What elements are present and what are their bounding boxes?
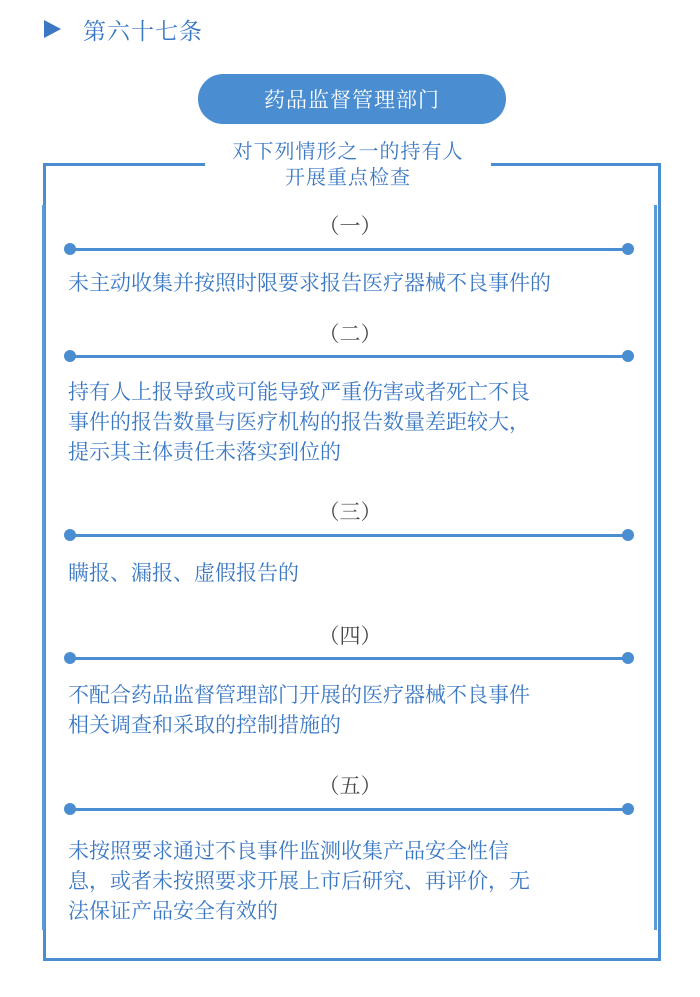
subtitle-line-1: 对下列情形之一的持有人 — [232, 139, 464, 163]
section-1-separator — [68, 243, 630, 255]
subtitle-line-2: 开展重点检查 — [285, 165, 411, 189]
section-1-number: （一） — [318, 214, 382, 238]
section-4-line-2: 相关调查和采取的控制措施的 — [68, 713, 341, 737]
inner-right-line — [654, 205, 657, 930]
section-4-text — [68, 680, 648, 740]
section-3-number: （三） — [318, 500, 382, 524]
authority-pill: 药品监督管理部门 — [198, 74, 506, 124]
section-2-line-3: 提示其主体责任未落实到位的 — [68, 440, 341, 464]
section-4-separator — [68, 652, 630, 664]
section-2-line-2: 事件的报告数量与医疗机构的报告数量差距较大， — [68, 410, 530, 434]
section-1-line-1: 未主动收集并按照时限要求报告医疗器械不良事件的 — [68, 271, 551, 295]
section-2-number: （二） — [318, 322, 382, 346]
section-4-number: （四） — [318, 624, 382, 648]
section-4-line-1: 不配合药品监督管理部门开展的医疗器械不良事件 — [68, 683, 530, 707]
section-3-text — [68, 558, 648, 588]
section-5-line-2: 息，或者未按照要求开展上市后研究、再评价，无 — [68, 869, 530, 893]
section-3-separator — [68, 529, 630, 541]
section-2-text — [68, 377, 648, 467]
article-title: 第六十七条 — [83, 18, 203, 45]
section-5-line-1: 未按照要求通过不良事件监测收集产品安全性信 — [68, 839, 509, 863]
section-2-line-1: 持有人上报导致或可能导致严重伤害或者死亡不良 — [68, 380, 530, 404]
section-3-line-1: 瞒报、漏报、虚假报告的 — [68, 561, 299, 585]
frame-subtitle — [205, 138, 491, 190]
article-header — [44, 14, 203, 44]
section-5-number: （五） — [318, 774, 382, 798]
section-5-separator — [68, 803, 630, 815]
section-1-text — [68, 268, 648, 298]
section-2-separator — [68, 350, 630, 362]
section-5-text — [68, 836, 648, 926]
inner-left-line — [42, 205, 45, 930]
section-5-line-3: 法保证产品安全有效的 — [68, 899, 278, 923]
triangle-bullet-icon — [44, 20, 61, 38]
